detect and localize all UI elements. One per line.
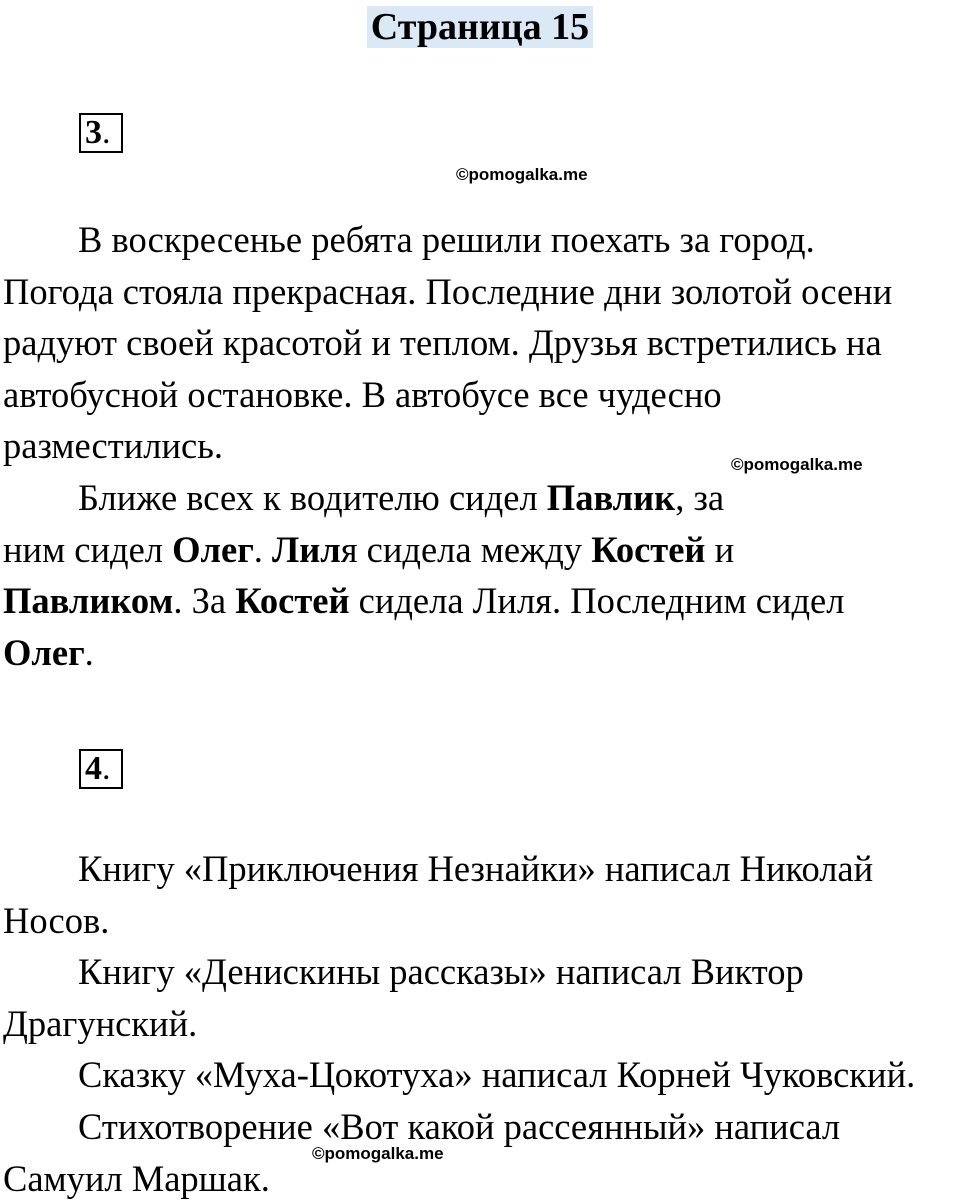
task-number-3 bbox=[79, 113, 123, 153]
task3-line-3: радуют своей красотой и теплом. Друзья встретились на bbox=[3, 322, 882, 364]
task4-text bbox=[3, 843, 960, 1204]
task4-line-1: Книгу «Приключения Незнайки» написал Николай bbox=[78, 848, 874, 889]
task3-text bbox=[3, 214, 960, 678]
name-oleg-2: Олег bbox=[3, 631, 85, 673]
text-run: я сидела между bbox=[340, 528, 592, 570]
text-run: . bbox=[84, 631, 94, 673]
text-run: . bbox=[253, 528, 273, 570]
task4-line-4: Драгунский. bbox=[3, 1002, 198, 1044]
task3-line-8 bbox=[3, 575, 960, 627]
task-number-3-digit: 3 bbox=[85, 114, 102, 151]
task4-line-6: Стихотворение «Вот какой рассеянный» написал bbox=[78, 1105, 841, 1147]
text-run: ним сидел bbox=[3, 528, 173, 570]
text-run: и bbox=[705, 528, 735, 570]
task-number-4-dot: . bbox=[102, 750, 111, 787]
watermark-bottom: ©pomogalka.me bbox=[312, 1144, 444, 1163]
text-run: сидела Лиля. Последним сидел bbox=[349, 580, 845, 622]
name-lilya: Лил bbox=[272, 528, 341, 570]
task3-line-1: В воскресенье ребята решили поехать за город. bbox=[78, 219, 815, 260]
name-oleg: Олег bbox=[172, 528, 254, 570]
task-number-4-digit: 4 bbox=[85, 750, 102, 787]
task3-line-7 bbox=[3, 524, 960, 576]
task-number-4 bbox=[79, 749, 123, 789]
task4-line-3: Книгу «Денискины рассказы» написал Виктор bbox=[78, 951, 804, 993]
name-pavlik: Павлик bbox=[546, 476, 676, 518]
task3-line-4: автобусной остановке. В автобусе все чудесно bbox=[3, 373, 722, 415]
watermark-middle: ©pomogalka.me bbox=[731, 455, 863, 474]
name-kostya-2: Костей bbox=[235, 580, 350, 622]
text-run: Ближе всех к водителю сидел bbox=[78, 476, 547, 518]
name-kostya: Костей bbox=[591, 528, 706, 570]
watermark-top: ©pomogalka.me bbox=[456, 165, 588, 184]
task4-line-2: Носов. bbox=[3, 899, 110, 941]
name-pavlik-2: Павликом bbox=[3, 580, 174, 622]
task3-line-9 bbox=[3, 627, 960, 679]
task4-line-5: Сказку «Муха-Цокотуха» написал Корней Чуковский. bbox=[78, 1054, 916, 1096]
task3-line-2: Погода стояла прекрасная. Последние дни золотой осени bbox=[3, 270, 893, 312]
text-run: , за bbox=[675, 476, 725, 518]
task4-line-7: Самуил Маршак. bbox=[3, 1157, 270, 1199]
text-run: . За bbox=[173, 580, 236, 622]
task3-line-6 bbox=[3, 472, 960, 524]
task3-line-5: разместились. bbox=[3, 425, 223, 467]
page-title bbox=[0, 4, 960, 50]
page-title-text: Страница 15 bbox=[367, 6, 593, 48]
task-number-3-dot: . bbox=[102, 114, 111, 151]
